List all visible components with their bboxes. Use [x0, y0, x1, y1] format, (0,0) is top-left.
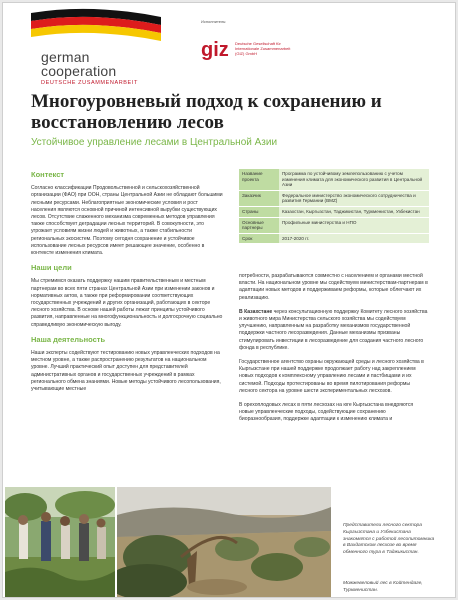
table-row	[239, 217, 429, 233]
table-row	[239, 233, 429, 244]
project-info-table	[239, 169, 429, 244]
table-key: Заказчик	[239, 190, 279, 206]
page-subtitle: Устойчивое управление лесами в Центральной Азии	[31, 137, 278, 148]
logo-text-german: german	[41, 49, 90, 65]
giz-logo: giz	[201, 39, 229, 61]
caption-juniper: Можжевеловый лес в Койтендаге, Туркменистан.	[343, 581, 423, 593]
country-lead: В Казахстане	[239, 308, 273, 315]
flag-swoosh-icon	[31, 7, 161, 45]
table-value: Профильные министерства и НПО	[279, 217, 429, 233]
right-column	[239, 273, 429, 475]
paragraph-kyrgyzstan: Государственное агентство охраны окружающей среды и лесного хозяйства в Кыргызстане при нашей поддержке продолжает работу над закреплением новых подходов к комплексному управлению лесами и пастбищами и их системой. Подходы протестированы во время пилотирования реформы лесного сектора на уровне шести экспериментальных лесхозов.	[239, 359, 424, 394]
implemented-by-label: Исполнитель:	[201, 19, 227, 24]
table-key: Название проекта	[239, 169, 279, 190]
table-row	[239, 190, 429, 206]
heading-context: Контекст	[31, 170, 65, 179]
table-row	[239, 169, 429, 190]
photo-juniper-forest	[117, 487, 331, 597]
page-title: Многоуровневый подход к сохранению и восстановлению лесов	[31, 91, 382, 133]
paragraph-kazakhstan	[239, 309, 429, 352]
heading-activity: Наша деятельность	[31, 334, 106, 344]
giz-full-name: Deutsche Gesellschaft für Internationale Zusammenarbeit (GIZ) GmbH	[235, 41, 291, 56]
caption-nursery: Представители лесного сектора Кыргызстана и Узбекистана знакомятся с работой лесопитомника в Вахдатском лесхозе во время обменного тура в Таджикистан.	[343, 523, 435, 556]
german-cooperation-logo	[31, 7, 161, 87]
document-page	[2, 2, 456, 598]
table-key: Срок	[239, 233, 279, 244]
paragraph-goals: Мы стремимся оказать поддержку нашим правительственным и местным партнерам во всех пяти странах Центральной Азии при изменении законов и нормативных актов, а также при реформировании соответствующих государственных учреждений и других организаций, работающих в секторе лесного хозяйства. В основе нашей работы лежат принципы устойчивого развития, направленные на многофункциональность и долгосрочную социально справедливую экономическую выгоду.	[31, 278, 223, 328]
table-value: Федеральное министерство экономического сотрудничества и развития Германии (BMZ)	[279, 190, 429, 206]
paragraph-walnut-forests: В орехоплодовых лесах в пяти лесхозах на юге Кыргызстана внедряются новые управленческие подходы, содействующие сохранению биоразнообразия, поддержке адаптации к изменению климата и	[239, 402, 414, 423]
paragraph-activity: Наши эксперты содействуют тестированию новых управленческих подходов на местном уровне, а также распространению результатов на национальном уровне. Лучший практический опыт доступен для представителей административных органов и государственных учреждений в рамках регионального обмена знаниями. Новые методы устойчивого лесопользования, учитывающие местные	[31, 350, 221, 393]
photo-forest-nursery	[5, 487, 115, 597]
logo-text-cooperation: cooperation	[41, 63, 117, 79]
table-value: 2017-2020 гг.	[279, 233, 429, 244]
paragraph-kazakhstan-text: через консультационную поддержку Комитету лесного хозяйства и животного мира Министерства сельского хозяйства мы содействуем улучшению, направленным на разработку механизмов государственной поддержки частного лесоразведения. Данные механизмы призваны стимулировать инвестиции в лесоразведение для создания частного лесного фонда в республике.	[239, 308, 428, 351]
logo-text-deutsche: DEUTSCHE ZUSAMMENARBEIT	[41, 80, 138, 86]
heading-goals: Наши цели	[31, 263, 72, 273]
paragraph-context: Согласно классификации Продовольственной и сельскохозяйственной организации (ФАО) при ООН, страны Центральной Азии не обладают большими лесными ресурсами. Неблагоприятные экономические условия и рост населения являются основной причиной интенсивной вырубки существующих лесов. Отсутствие слаженного механизма современных методов управления также способствует деградации лесных территорий. В совокупности, это угрожает условиям жизни людей и животных, а также стабильности региональных экосистем. Поэтому сегодня сохранение и устойчивое использование лесных ресурсов имеет решающее значение, особенно в контексте изменения климата.	[31, 185, 223, 257]
table-value: Казахстан, Кыргызстан, Таджикистан, Туркменистан, Узбекистан	[279, 206, 429, 217]
table-row	[239, 206, 429, 217]
left-column	[31, 169, 223, 477]
paragraph-right-1: потребности, разрабатываются совместно с населением и органами местной власти. На национальном уровне мы содействуем министерствам-партнерам в адаптации новых методов и поддерживаем реформы, которые облегчают их реализацию.	[239, 273, 428, 301]
table-key: Основные партнеры	[239, 217, 279, 233]
table-value: Программа по устойчивому землепользованию с учетом изменения климата для экономического развития в Центральной Азии	[279, 169, 429, 190]
table-key: Страны	[239, 206, 279, 217]
